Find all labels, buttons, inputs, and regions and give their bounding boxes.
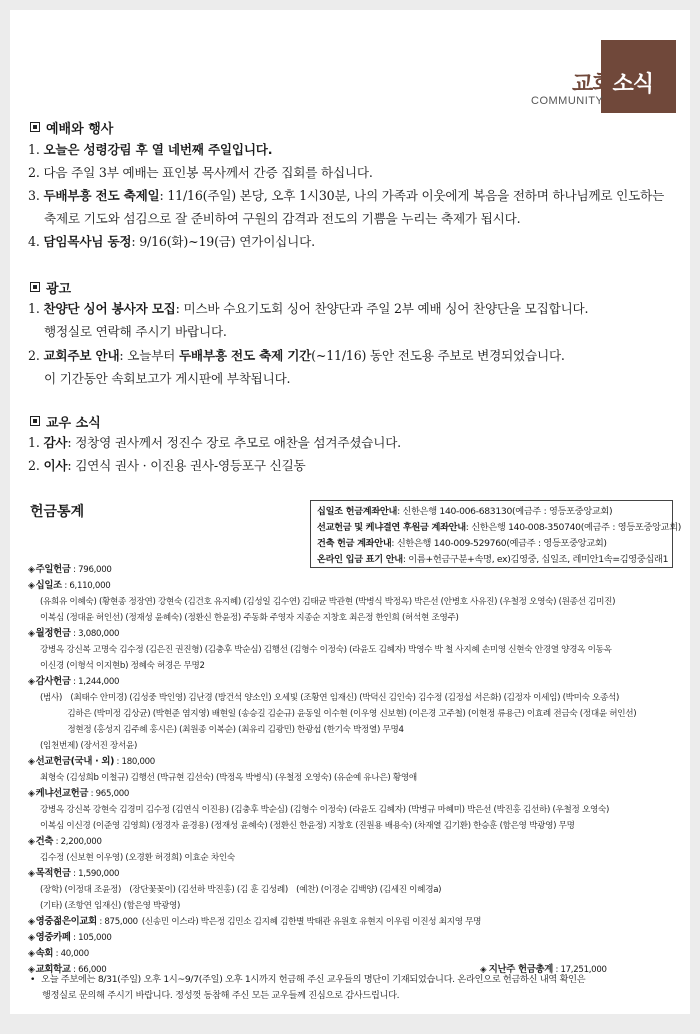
account-info-box — [310, 500, 682, 568]
offering-category-amount: : 40,000 — [53, 949, 89, 959]
offering-donor-names: (임천번제) (장서진 장서윤) — [40, 741, 138, 751]
square-bullet-icon — [30, 122, 40, 132]
footnote-line: • 오늘 주보에는 8/31(주일) 오후 1시~9/7(주일) 오후 1시까지 헌금해 주신 교우들의 명단이 기재되었습니다. 온라인으로 헌금하신 내역 확인은 — [30, 974, 586, 985]
offering-category-amount: : 3,080,000 — [70, 629, 120, 639]
offering-category-name: 선교헌금(국내 · 외) — [35, 756, 115, 767]
offering-category-name: 목적헌금 — [35, 868, 71, 879]
worship-item-1: 1. 오늘은 성령강림 후 열 네번째 주일입니다. — [28, 142, 273, 157]
offering-donor-names: 정현정 (홍성지 김주혜 홍시은) (최원종 이복순) (최유리 김광민) 한광섭 (한기숙 박정열) 무명4 — [40, 725, 404, 735]
offering-donor-names: 이신경 (이형석 이지현b) 정혜숙 허경은 무명2 — [40, 661, 205, 671]
offering-donor-names: (장학) (이정대 조윤정) (장단꽃꽂이) (김선하 박진홍) (김 훈 김성례) (예찬) (이경순 김백양) (김세진 이혜경a) — [40, 885, 442, 895]
offering-donor-names: 김하은 (박미정 김상균) (박현준 염지영) 배현일 (송승길 김순규) 윤동일 이수현 (이우영 신보현) (이은경 고주철) (이현정 류용근) 이효례 전금숙 (정대윤 허인선) — [40, 709, 637, 719]
section-heading-members: 교우 소식 — [30, 412, 101, 431]
offering-category-amount: : 2,200,000 — [53, 837, 102, 847]
offering-category-name: 주일헌금 — [35, 564, 71, 575]
offering-donor-names: (신송민 이스라) 박은정 김민소 김지혜 김한별 박태관 유원호 유현지 이우림 이진성 최지영 무명 — [141, 917, 482, 927]
diamond-bullet-icon: ◈ — [28, 757, 35, 767]
account-line: 온라인 입금 표기 안내: 이름+헌금구분+속명, ex)김영중, 십일조, 레미안1속=김영중십래1 — [317, 554, 669, 565]
footnote — [30, 972, 680, 1004]
worship-item-2: 2. 다음 주일 3부 예배는 표인봉 목사께서 간증 집회를 하십니다. — [28, 165, 373, 180]
account-line: 십일조 헌금계좌안내: 신한은행 140-006-683130(예금주 : 영등포중앙교회) — [317, 506, 613, 517]
offering-category-name: 십일조 — [35, 580, 62, 591]
diamond-bullet-icon: ◈ — [28, 949, 35, 959]
section-heading-worship: 예배와 행사 — [30, 118, 113, 137]
ads-item-1: 1. 찬양단 싱어 봉사자 모집: 미스바 수요기도회 싱어 찬양단과 주일 2부 예배 싱어 찬양단을 모집합니다. 행정실로 연락해 주시기 바랍니다. — [28, 301, 589, 339]
offering-category — [28, 578, 678, 594]
offering-category-amount: : 965,000 — [88, 789, 130, 799]
offering-category-amount: : 6,110,000 — [61, 581, 111, 591]
offering-category-name: 건축 — [35, 836, 54, 847]
diamond-bullet-icon: ◈ — [28, 869, 35, 879]
offering-donor-names: 강병옥 강신복 고명숙 김수정 (김은진 권진형) (김충후 박순심) 김행선 (김형수 이정숙) (라윤도 김혜자) 박영수 박 철 사지혜 손미영 신현숙 안경열 양경옥 이동옥 — [40, 645, 612, 655]
diamond-bullet-icon: ◈ — [28, 837, 35, 847]
worship-item-4: 4. 담임목사님 동정: 9/16(화)~19(금) 연가이십니다. — [28, 234, 315, 249]
offering-category-name: 교회학교 — [35, 964, 71, 975]
header-title — [572, 67, 653, 98]
footnote-line: 행정실로 문의해 주시기 바랍니다. 정성껏 동참해 주신 모든 교우들께 진심으로 감사드립니다. — [42, 990, 400, 1001]
header-title-part1: 교회 — [572, 72, 613, 97]
offering-category — [28, 626, 678, 642]
account-line: 건축 헌금 계좌안내: 신한은행 140-009-529760(예금주 : 영등포중앙교회) — [317, 538, 607, 549]
members-item-2: 2. 이사: 김연식 권사 · 이진용 권사-영등포구 신길동 — [28, 458, 306, 473]
offering-category — [28, 754, 678, 770]
offering-total-label: 지난주 헌금총계 — [488, 964, 554, 975]
diamond-bullet-icon: ◈ — [28, 581, 35, 591]
offering-category-amount: : 1,244,000 — [70, 677, 120, 687]
offering-category — [28, 914, 678, 930]
offering-category — [28, 562, 678, 578]
diamond-bullet-icon: ◈ — [480, 965, 487, 975]
square-bullet-icon — [30, 282, 40, 292]
diamond-bullet-icon: ◈ — [28, 565, 35, 575]
offering-category — [28, 674, 678, 690]
offering-category-name: 감사헌금 — [35, 676, 71, 687]
offering-donor-names: 최형숙 (김성희b 이철규) 김행선 (박규현 김선숙) (박정옥 박병식) (우철정 오영숙) (유순예 유나은) 황영애 — [40, 773, 417, 783]
offering-category — [28, 866, 678, 882]
offering-category — [28, 946, 678, 962]
members-item-1: 1. 감사: 정창영 권사께서 정진수 장로 추모로 애찬을 섬겨주셨습니다. — [28, 435, 401, 450]
header-subtitle: COMMUNITY — [531, 95, 604, 107]
offering-category-amount: : 180,000 — [114, 757, 155, 767]
offering-donor-names: 이복심 이신경 (이준영 김영희) (정경자 윤경용) (정재성 윤혜숙) (정환신 한윤정) 지창호 (진원용 배용숙) (차재열 김기환) 한승훈 (함은영 박광영) 무명 — [40, 821, 575, 831]
offering-category — [28, 786, 678, 802]
offering-donor-names: (범사) (최태수 안미경) (김성중 박인영) 김난경 (방건석 양소인) 오세빛 (조황연 임재신) (박덕신 김인숙) 김수정 (김정섭 서은화) (김정자 이세임) (박미숙 오종석) — [40, 693, 620, 703]
offering-category — [28, 930, 678, 946]
bullet-icon: • — [30, 974, 36, 985]
diamond-bullet-icon: ◈ — [28, 917, 35, 927]
diamond-bullet-icon: ◈ — [28, 789, 35, 799]
diamond-bullet-icon: ◈ — [28, 629, 35, 639]
offering-list — [28, 562, 678, 978]
offering-category-amount: : 105,000 — [70, 933, 112, 943]
offering-category-amount: : 796,000 — [70, 565, 112, 575]
offering-donor-names: (유희유 이혜숙) (황현종 정장연) 강현숙 (김건호 유지혜) (김성일 김수연) 김태균 박관현 (박병식 박정옥) 박은선 (안병호 사유진) (우철정 오영숙) (원종선 김미진) — [40, 597, 616, 607]
offering-donor-names: 강병옥 강신복 강현숙 김경미 김수정 (김연식 이진용) (김충후 박순심) (김형수 이정숙) (라윤도 김혜자) (박병규 마혜미) 박은선 (박진홍 김선하) (우철정 오영숙) — [40, 805, 610, 815]
offering-category-amount: : 1,590,000 — [70, 869, 120, 879]
offering-category-name: 속회 — [35, 948, 54, 959]
offering-category-amount: : 66,000 — [70, 965, 107, 975]
offering-category-name: 영중젊은이교회 — [35, 916, 97, 927]
offering-title: 헌금통계 — [30, 504, 85, 520]
offering-category-name: 영중카페 — [35, 932, 71, 943]
square-bullet-icon — [30, 416, 40, 426]
header-title-part2: 소식 — [612, 72, 654, 97]
section-heading-ads: 광고 — [30, 278, 71, 297]
offering-category-name: 월정헌금 — [35, 628, 71, 639]
account-line: 선교헌금 및 케냐결연 후원금 계좌안내: 신한은행 140-008-350740(예금주 : 영등포중앙교회) — [317, 522, 682, 533]
worship-item-3: 3. 두배부흥 전도 축제일: 11/16(주일) 본당, 오후 1시30분, 나의 가족과 이웃에게 복음을 전하며 하나님께로 인도하는 축제로 기도와 섬김으로 잘 준비하여 구원의 감격과 전도의 기쁨을 누리는 축제가 됩시다. — [28, 188, 665, 226]
offering-category-amount: : 875,000 — [96, 917, 138, 927]
offering-category — [28, 834, 678, 850]
offering-category-name: 케냐선교헌금 — [35, 788, 89, 799]
ads-item-2: 2. 교회주보 안내: 오늘부터 두배부흥 전도 축제 기간(~11/16) 동안 전도용 주보로 변경되었습니다. 이 기간동안 속회보고가 게시판에 부착됩니다. — [28, 348, 565, 386]
diamond-bullet-icon: ◈ — [28, 677, 35, 687]
diamond-bullet-icon: ◈ — [28, 965, 35, 975]
bulletin-page — [10, 10, 690, 1014]
diamond-bullet-icon: ◈ — [28, 933, 35, 943]
offering-total-amount: : 17,251,000 — [553, 965, 607, 975]
offering-donor-names: 김수정 (신보현 이우영) (오경환 허경희) 이효순 차인숙 — [40, 853, 235, 863]
offering-donor-names: (기타) (조항연 임재신) (함은영 박광영) — [40, 901, 181, 911]
offering-donor-names: 이복심 (정대윤 허인선) (정재성 윤혜숙) (정환신 한윤정) 주동화 주영자 지종순 지창호 최은정 한인희 (허석현 조영주) — [40, 613, 459, 623]
